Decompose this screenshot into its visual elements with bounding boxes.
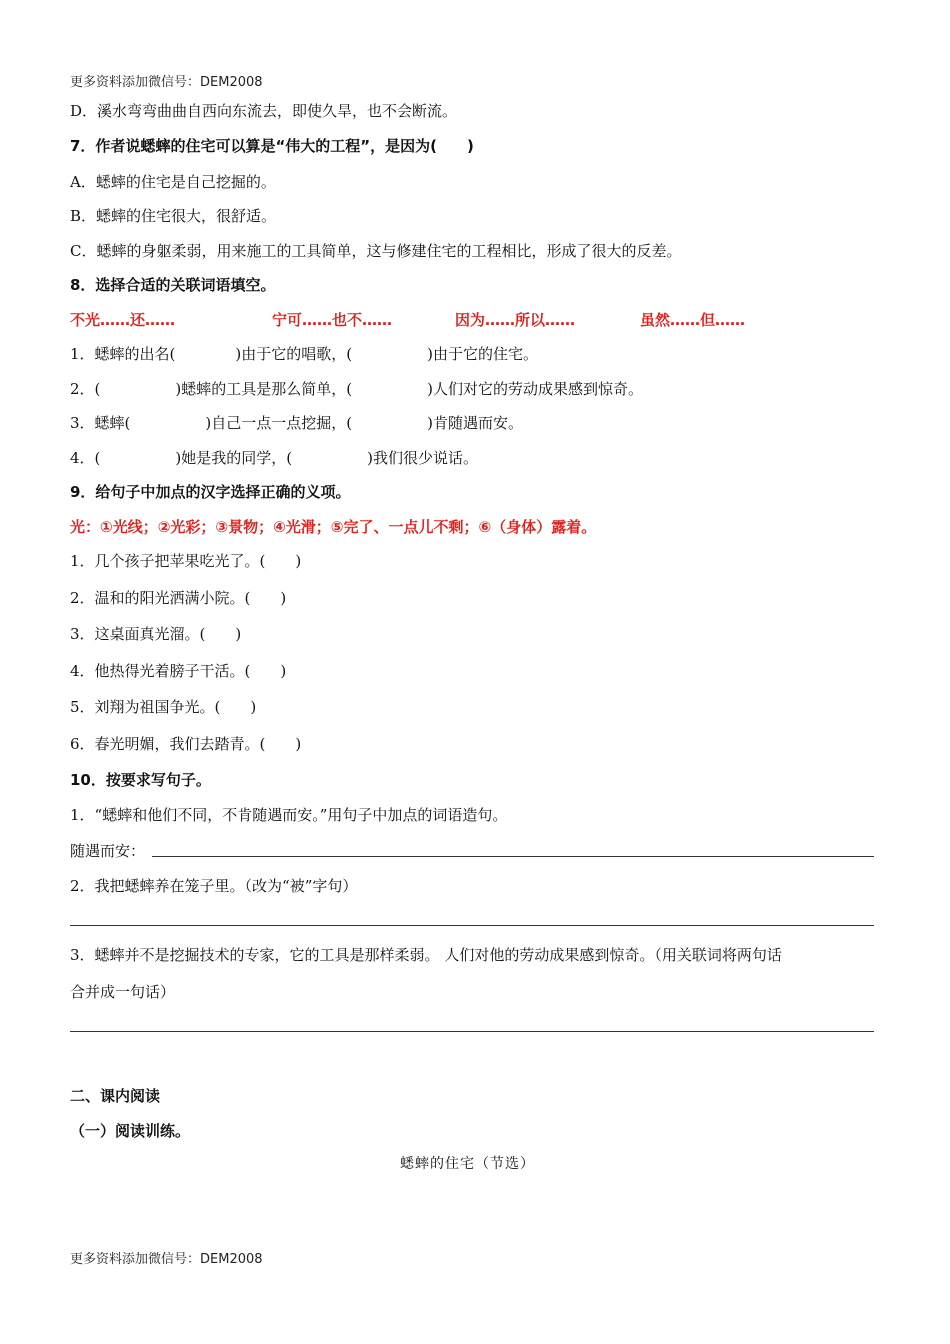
q10-answer-line-2[interactable]: [70, 925, 874, 926]
footer-note: 更多资料添加微信号：DEM2008: [70, 1252, 263, 1267]
q10-question: 10．按要求写句子。: [70, 771, 211, 789]
q8-item-1: 1．蟋蟀的出名( )由于它的唱歌，( )由于它的住宅。: [70, 345, 538, 363]
q9-item-6: 6．春光明媚，我们去踏青。( ): [70, 735, 302, 753]
q10-answer-line-1[interactable]: [152, 856, 874, 857]
q9-item-3: 3．这桌面真光溜。( ): [70, 625, 242, 643]
section2-heading: 二、课内阅读: [70, 1087, 161, 1105]
q6-option-d: D．溪水弯弯曲曲自西向东流去，即使久旱，也不会断流。: [70, 102, 458, 120]
q9-item-1: 1．几个孩子把苹果吃光了。( ): [70, 552, 302, 570]
q8-item-2: 2．( )蟋蟀的工具是那么简单，( )人们对它的劳动成果感到惊奇。: [70, 380, 643, 398]
q10-item-3-line-2: 合并成一句话）: [70, 983, 176, 1001]
q8-choice-2: 宁可……也不……: [272, 311, 393, 329]
q9-item-2: 2．温和的阳光洒满小院。( ): [70, 589, 287, 607]
q8-question: 8．选择合适的关联词语填空。: [70, 276, 276, 294]
section2-sub-heading: （一）阅读训练。: [70, 1122, 191, 1140]
q8-choice-1: 不光……还……: [70, 311, 176, 329]
q8-item-4: 4．( )她是我的同学，( )我们很少说话。: [70, 449, 478, 467]
passage-title: 蟋蟀的住宅（节选）: [400, 1156, 535, 1172]
q9-item-4: 4．他热得光着膀子干活。( ): [70, 662, 287, 680]
q10-answer-line-3[interactable]: [70, 1031, 874, 1032]
q10-item-2: 2．我把蟋蟀养在笼子里。（改为“被”字句）: [70, 877, 358, 895]
q8-choice-4: 虽然……但……: [640, 311, 746, 329]
header-note: 更多资料添加微信号：DEM2008: [70, 75, 263, 90]
q8-item-3: 3．蟋蟀( )自己一点一点挖掘，( )肯随遇而安。: [70, 414, 523, 432]
q9-item-5: 5．刘翔为祖国争光。( ): [70, 698, 257, 716]
q10-item-1: 1．“蟋蟀和他们不同，不肯随遇而安。”用句子中加点的词语造句。: [70, 806, 508, 824]
q7-option-a: A．蟋蟀的住宅是自己挖掘的。: [70, 173, 276, 191]
q7-option-c: C．蟋蟀的身躯柔弱，用来施工的工具简单，这与修建住宅的工程相比，形成了很大的反差。: [70, 242, 682, 260]
q9-question: 9．给句子中加点的汉字选择正确的义项。: [70, 483, 351, 501]
q9-definition: 光：①光线；②光彩；③景物；④光滑；⑤完了、一点儿不剩；⑥（身体）露着。: [70, 518, 597, 536]
q7-option-b: B．蟋蟀的住宅很大，很舒适。: [70, 207, 277, 225]
q8-choice-3: 因为……所以……: [455, 311, 576, 329]
q10-item-1-label: 随遇而安：: [70, 842, 146, 860]
q7-question: 7．作者说蟋蟀的住宅可以算是“伟大的工程”，是因为( ): [70, 137, 474, 155]
q10-item-3-line-1: 3．蟋蟀并不是挖掘技术的专家，它的工具是那样柔弱。 人们对他的劳动成果感到惊奇。（用关联词将两句话: [70, 946, 782, 964]
